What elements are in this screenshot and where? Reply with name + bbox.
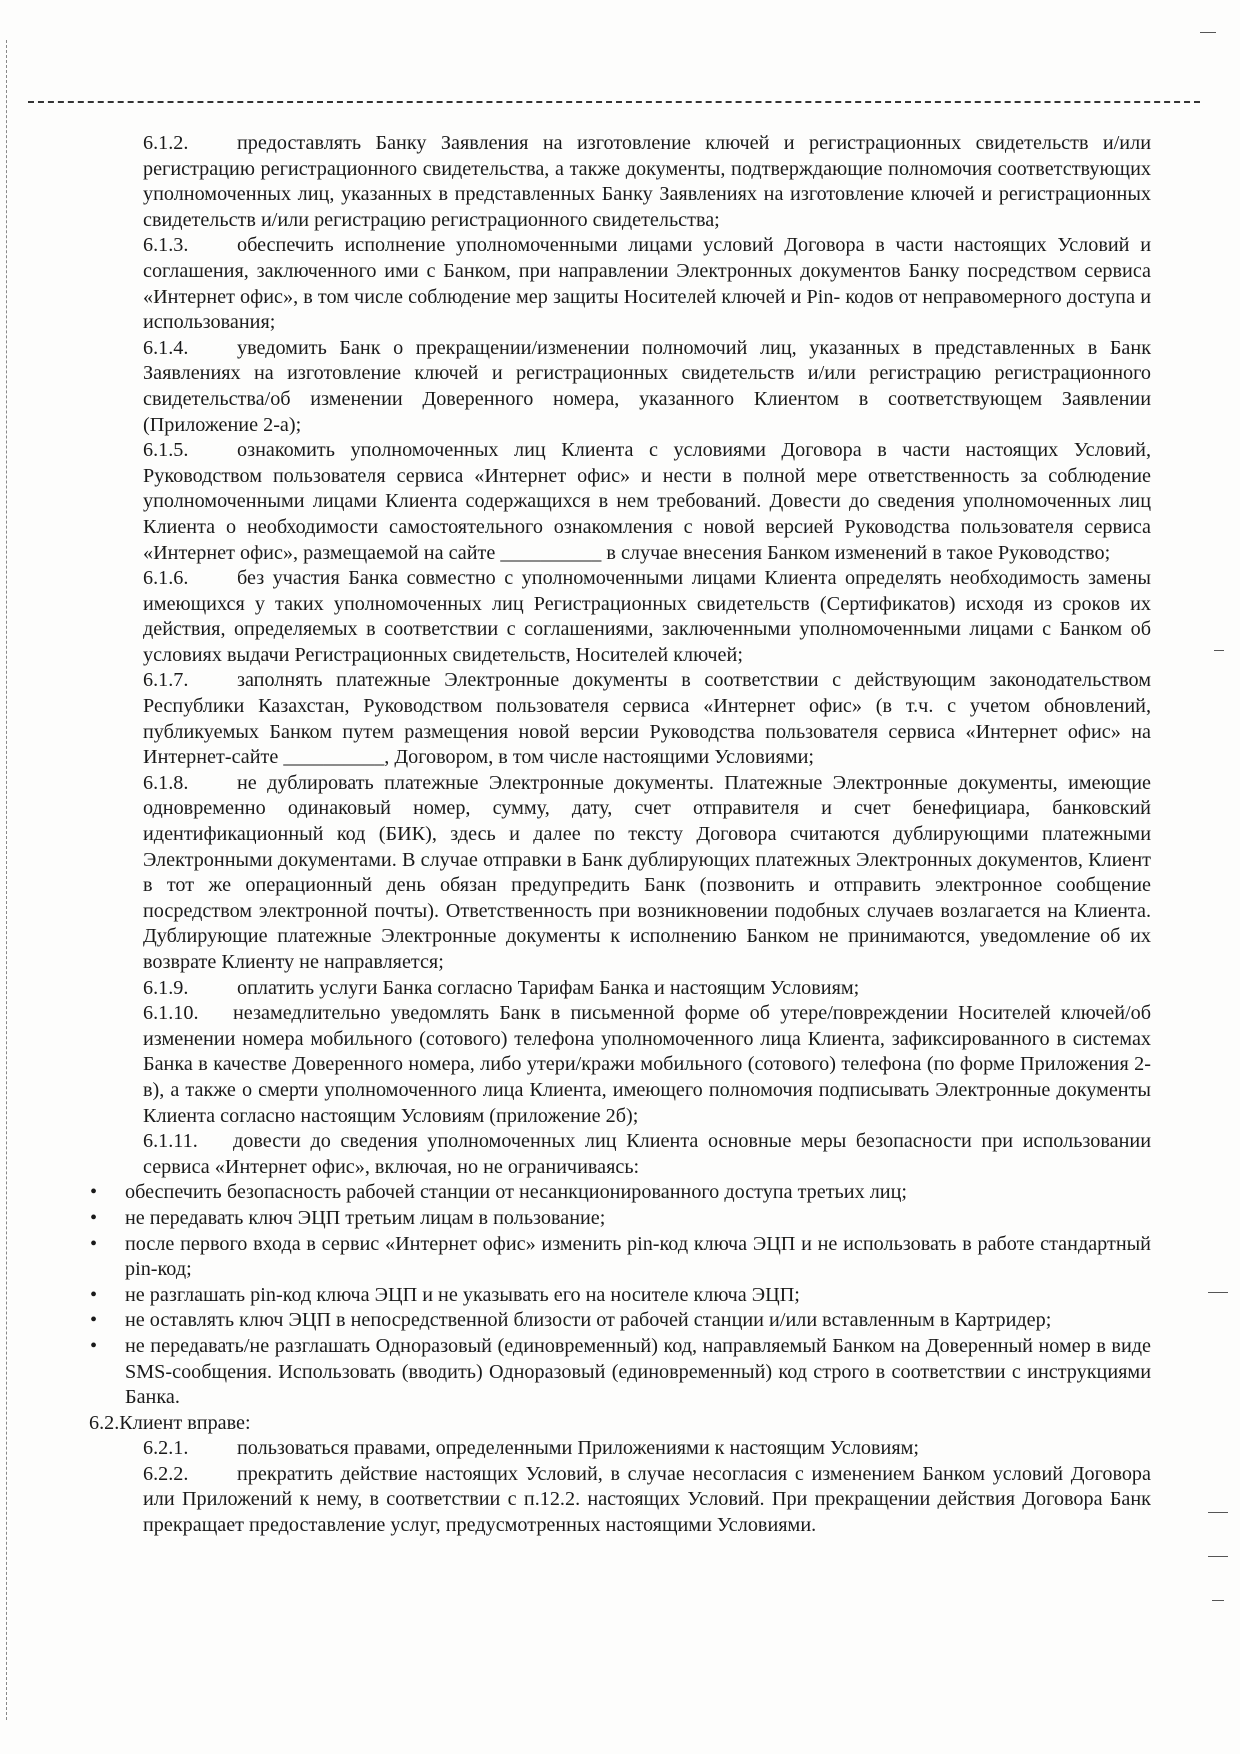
bullet-icon: • <box>90 1232 98 1255</box>
scan-margin-mark <box>1212 1600 1224 1601</box>
scan-margin-mark <box>1214 650 1224 651</box>
clause-paragraph <box>143 1129 1151 1180</box>
clause-text: уведомить Банк о прекращении/изменении полномочий лиц, указанных в представленных в Банк Заявлениях на изготовление ключей и регистрационных свидетельств и/или регистрацию регистрационного свидетельства/об изменении Доверенного номера, указанного Клиентом в соответствующем Заявлении (Приложение 2-а); <box>143 336 1151 436</box>
clause-paragraph <box>143 771 1151 976</box>
header-dashed-rule <box>28 101 1200 103</box>
clause-number: 6.1.6. <box>143 567 189 590</box>
bullet-icon: • <box>90 1309 98 1332</box>
clause-paragraph <box>143 668 1151 770</box>
clause-text: ознакомить уполномоченных лиц Клиента с условиями Договора в части настоящих Условий, Руководством пользователя сервиса «Интернет офис» и нести в полной мере ответственность за соблюдение уполномоченными лицами Клиента содержащихся в нем требований. Довести до сведения уполномоченных лиц Клиента о необходимости самостоятельного ознакомления с новой версией Руководства пользователя сервиса «Интернет офис», размещаемой на сайте __________ в случае внесения Банком изменений в такое Руководство; <box>143 439 1151 564</box>
clause-paragraph <box>143 976 1151 1002</box>
clause-number: 6.1.7. <box>143 669 189 692</box>
clause-number: 6.1.3. <box>143 234 189 257</box>
list-item-text: не разглашать pin-код ключа ЭЦП и не указывать его на носителе ключа ЭЦП; <box>125 1283 800 1306</box>
list-item <box>90 1206 1151 1232</box>
clause-paragraph <box>143 233 1151 335</box>
clause-number: 6.1.11. <box>143 1130 198 1153</box>
clause-text: пользоваться правами, определенными Приложениями к настоящим Условиям; <box>237 1437 919 1460</box>
list-item-text: не передавать/не разглашать Одноразовый (единовременный) код, направляемый Банком на Доверенный номер в виде SMS-сообщения. Использовать (вводить) Одноразовый (единовременный) код строго в соответствии с инструкциями Банка. <box>125 1334 1151 1409</box>
clause-number: 6.2.1. <box>143 1437 189 1460</box>
scan-margin-mark <box>1208 1292 1228 1293</box>
clause-text: довести до сведения уполномоченных лиц Клиента основные меры безопасности при использовании сервиса «Интернет офис», включая, но не ограничиваясь: <box>143 1130 1151 1178</box>
list-item <box>90 1232 1151 1283</box>
clause-number: 6.1.9. <box>143 976 189 999</box>
clause-text: заполнять платежные Электронные документы в соответствии с действующим законодательством Республики Казахстан, Руководством пользователя сервиса «Интернет офис» (в т.ч. с учетом обновлений, публикуемых Банком путем размещения новой версии Руководства пользователя сервиса «Интернет офис» на Интернет-сайте __________, Договором, в том числе настоящими Условиями; <box>143 669 1151 769</box>
clause-number: 6.1.10. <box>143 1002 199 1025</box>
security-measures-list <box>90 1180 1151 1410</box>
clause-text: оплатить услуги Банка согласно Тарифам Банка и настоящим Условиям; <box>237 976 860 999</box>
list-item-text: после первого входа в сервис «Интернет офис» изменить pin-код ключа ЭЦП и не использовать в работе стандартный pin-код; <box>125 1232 1151 1281</box>
clause-number: 6.1.2. <box>143 132 189 154</box>
document-body <box>89 131 1151 1539</box>
list-item <box>90 1334 1151 1411</box>
scan-edge-line <box>6 40 7 1720</box>
bullet-icon: • <box>90 1334 98 1357</box>
clause-text: без участия Банка совместно с уполномоченными лицами Клиента определять необходимость замены имеющихся у таких уполномоченных лиц Регистрационных свидетельств (Сертификатов) исходя из сроков их действия, определяемых в соответствии с соглашениями, заключенными уполномоченными лицами с Банком об условиях выдачи Регистрационных свидетельств, Носителей ключей; <box>143 567 1151 666</box>
clause-paragraph <box>143 438 1151 566</box>
section-heading: 6.2.Клиент вправе: <box>89 1411 251 1434</box>
right-paragraph <box>143 1436 1151 1462</box>
list-item-text: не оставлять ключ ЭЦП в непосредственной близости от рабочей станции и/или вставленным в Картридер; <box>125 1309 1052 1332</box>
clause-number: 6.1.4. <box>143 336 189 359</box>
list-item-text: не передавать ключ ЭЦП третьим лицам в пользование; <box>125 1206 606 1229</box>
list-item <box>90 1283 1151 1309</box>
clause-number: 6.1.8. <box>143 771 189 794</box>
list-item <box>90 1308 1151 1334</box>
clause-text: не дублировать платежные Электронные документы. Платежные Электронные документы, имеющие одновременно одинаковый номер, сумму, дату, счет отправителя и счет бенефициара, банковский идентификационный код (БИК), здесь и далее по тексту Договора считаются дублирующими платежными Электронными документами. В случае отправки в Банк дублирующих платежных Электронных документов, Клиент в тот же операционный день обязан предупредить Банк (позвонить и отправить электронное сообщение посредством электронной почты). Ответственность при возникновении подобных случаев возлагается на Клиента. Дублирующие платежные Электронные документы к исполнению Банком не принимаются, уведомление об их возврате Клиенту не направляется; <box>143 771 1151 973</box>
scan-margin-mark <box>1208 1556 1228 1557</box>
scan-margin-mark <box>1200 32 1216 33</box>
client-rights-list <box>143 1436 1151 1538</box>
right-paragraph <box>143 1462 1151 1539</box>
clause-number: 6.1.5. <box>143 439 189 462</box>
list-item <box>90 1180 1151 1206</box>
clause-paragraph <box>143 336 1151 438</box>
scan-margin-mark <box>1208 1512 1228 1513</box>
clause-text: предоставлять Банку Заявления на изготовление ключей и регистрационных свидетельств и/или регистрацию регистрационного свидетельства, а также документы, подтверждающие полномочия соответствующих уполномоченных лиц, указанных в представленных Банку Заявлениях на изготовление ключей и регистрационных свидетельств и/или регистрацию регистрационного свидетельства; <box>143 132 1151 231</box>
clause-number: 6.2.2. <box>143 1462 189 1485</box>
bullet-icon: • <box>90 1181 98 1204</box>
bullet-icon: • <box>90 1283 98 1306</box>
clause-paragraph <box>143 131 1151 233</box>
obligations-list <box>143 131 1151 1180</box>
clause-text: прекратить действие настоящих Условий, в случае несогласия с изменением Банком условий Договора или Приложений к нему, в соответствии с п.12.2. настоящих Условий. При прекращении действия Договора Банк прекращает предоставление услуг, предусмотренных настоящими Условиями. <box>143 1462 1151 1537</box>
list-item-text: обеспечить безопасность рабочей станции от несанкционированного доступа третьих лиц; <box>125 1181 907 1204</box>
clause-text: обеспечить исполнение уполномоченными лицами условий Договора в части настоящих Условий и соглашения, заключенного ими с Банком, при направлении Электронных документов Банку посредством сервиса «Интернет офис», в том числе соблюдение мер защиты Носителей ключей и Pin- кодов от неправомерного доступа и использования; <box>143 234 1151 334</box>
clause-paragraph <box>143 1001 1151 1129</box>
clause-text: незамедлительно уведомлять Банк в письменной форме об утере/повреждении Носителей ключей/об изменении номера мобильного (сотового) телефона уполномоченного лица Клиента, зафиксированного в системах Банка в качестве Доверенного номера, либо утери/кражи мобильного (сотового) телефона (по форме Приложения 2-в), а также о смерти уполномоченного лица Клиента, имеющего полномочия подписывать Электронные документы Клиента согласно настоящим Условиям (приложение 2б); <box>143 1002 1151 1127</box>
bullet-icon: • <box>90 1206 98 1229</box>
clause-paragraph <box>143 566 1151 668</box>
